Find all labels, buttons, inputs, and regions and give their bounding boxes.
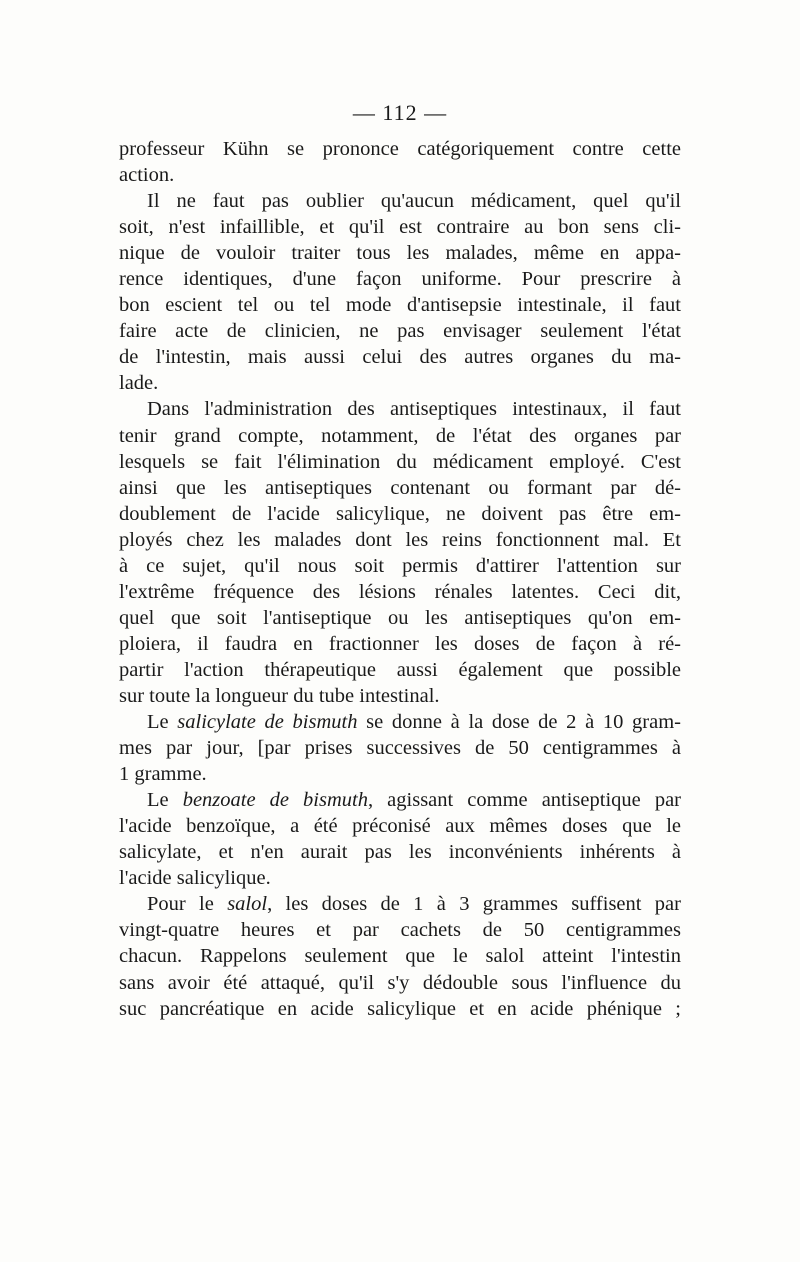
italic-term: salicylate de bismuth [177,711,358,734]
text-line: mes par jour, [par prises successives de 50 centigrammes à [119,737,681,760]
paragraph [119,188,681,396]
text-line: ainsi que les antiseptiques contenant ou formant par dé- [119,476,681,499]
text-line: ploiera, il faudra en fractionner les doses de façon à ré- [119,632,681,655]
page-number: — 112 — [352,100,448,125]
text-line: professeur Kühn se prononce catégoriquement contre cette [119,138,681,160]
text-line: l'acide salicylique. [119,867,271,890]
text-line: salicylate, et n'en aurait pas les inconvénients inhérents à [119,841,681,864]
text-line: faire acte de clinicien, ne pas envisager seulement l'état [119,320,681,343]
text-segment: , les doses de 1 à 3 grammes suffisent par [267,893,681,916]
text-segment: se donne à la dose de 2 à 10 gram- [357,711,681,734]
text-line [119,709,681,735]
paragraph [119,787,681,891]
text-line: l'extrême fréquence des lésions rénales latentes. Ceci dit, [119,580,681,603]
text-line: Il ne faut pas oublier qu'aucun médicament, quel qu'il [147,190,681,213]
italic-term: salol [227,893,268,916]
body-text [119,136,681,1022]
text-line: vingt-quatre heures et par cachets de 50 centigrammes [119,919,681,942]
text-line: action. [119,164,175,187]
text-line: l'acide benzoïque, a été préconisé aux mêmes doses que le [119,815,681,838]
text-line: Dans l'administration des antiseptiques intestinaux, il faut [147,398,681,421]
text-line: 1 gramme. [119,763,207,786]
text-line [119,891,681,917]
text-segment: , agissant comme antiseptique par [367,789,681,812]
text-line: partir l'action thérapeutique aussi également que possible [119,658,681,681]
text-line: sur toute la longueur du tube intestinal. [119,684,440,707]
text-line: ployés chez les malades dont les reins fonctionnent mal. Et [119,528,681,551]
text-line: rence identiques, d'une façon uniforme. Pour prescrire à [119,268,681,291]
text-segment: Le [147,711,178,734]
text-line [119,787,681,813]
text-line: soit, n'est infaillible, et qu'il est contraire au bon sens cli- [119,216,681,239]
text-line: lade. [119,372,159,395]
paragraph [119,396,681,709]
paragraph [119,891,681,1021]
text-segment: Le [147,789,183,812]
text-line: nique de vouloir traiter tous les malades, même en appa- [119,242,681,265]
text-line: bon escient tel ou tel mode d'antisepsie intestinale, il faut [119,294,681,317]
text-line: lesquels se fait l'élimination du médicament employé. C'est [119,450,681,473]
paragraph [119,136,681,188]
text-line: à ce sujet, qu'il nous soit permis d'attirer l'attention sur [119,554,681,577]
text-line: chacun. Rappelons seulement que le salol atteint l'intestin [119,945,681,968]
text-line: sans avoir été attaqué, qu'il s'y dédouble sous l'influence du [119,971,681,994]
text-segment: Pour le [147,893,228,916]
text-line: tenir grand compte, notamment, de l'état des organes par [119,424,681,447]
text-line: quel que soit l'antiseptique ou les antiseptiques qu'on em- [119,606,681,629]
text-line: de l'intestin, mais aussi celui des autres organes du ma- [119,346,681,369]
text-line: suc pancréatique en acide salicylique et en acide phénique ; [119,997,681,1020]
paragraph [119,709,681,787]
text-line: doublement de l'acide salicylique, ne doivent pas être em- [119,502,681,525]
italic-term: benzoate de bismuth [182,789,368,812]
